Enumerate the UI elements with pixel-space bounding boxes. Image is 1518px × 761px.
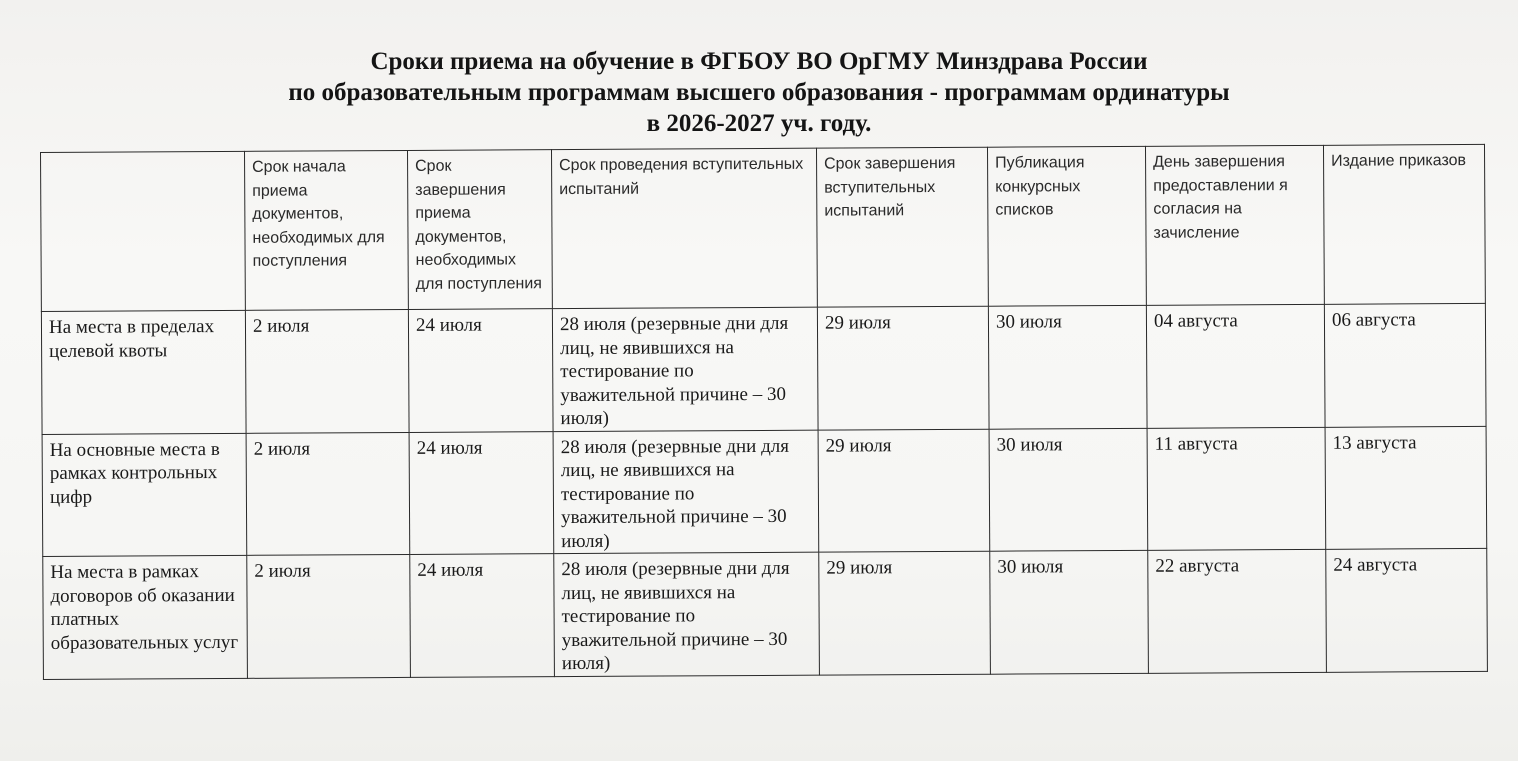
- lists-date: 30 июля: [989, 428, 1148, 551]
- exams-end-date: 29 июля: [817, 306, 989, 429]
- consent-date: 04 августа: [1146, 304, 1325, 427]
- header-start-of-acceptance: Срок начала приема документов, необходимых для поступления: [244, 150, 408, 310]
- orders-date: 13 августа: [1325, 426, 1487, 549]
- exams-end-date: 29 июля: [819, 551, 991, 674]
- end-date: 24 июля: [408, 309, 553, 432]
- start-date: 2 июля: [246, 432, 410, 555]
- row-category: На основные места в рамках контрольных цифр: [42, 433, 247, 557]
- admission-schedule-table: [40, 144, 1488, 680]
- row-category: На места в пределах целевой квоты: [41, 310, 246, 434]
- header-orders: Издание приказов: [1323, 144, 1485, 304]
- row-category: На места в рамках договоров об оказании платных образовательных услуг: [43, 555, 248, 679]
- title-line-3: в 2026-2027 уч. году.: [646, 110, 872, 137]
- document-title: [0, 46, 1518, 139]
- title-line-1: Сроки приема на обучение в ФГБОУ ВО ОрГМУ Минздрава России: [370, 48, 1148, 75]
- header-end-of-acceptance: Срок завершения приема документов, необходимых для поступления: [407, 150, 552, 310]
- end-date: 24 июля: [409, 431, 554, 554]
- header-end-of-exams: Срок завершения вступительных испытаний: [816, 147, 988, 307]
- exams-period: 28 июля (резервные дни для лиц, не явившихся на тестирование по уважительной причине – 30 июля): [553, 430, 819, 554]
- consent-date: 11 августа: [1147, 427, 1326, 550]
- header-row: [41, 144, 1486, 311]
- exams-end-date: 29 июля: [818, 429, 990, 552]
- lists-date: 30 июля: [990, 550, 1149, 673]
- lists-date: 30 июля: [988, 305, 1147, 428]
- orders-date: 06 августа: [1324, 303, 1486, 426]
- table-row: [42, 426, 1487, 557]
- header-consent-deadline: День завершения предоставлении я согласия на зачисление: [1145, 145, 1324, 305]
- start-date: 2 июля: [245, 309, 409, 432]
- orders-date: 24 августа: [1326, 548, 1488, 671]
- header-cell-empty: [41, 151, 246, 311]
- title-line-2: по образовательным программам высшего образования - программам ординатуры: [288, 79, 1230, 106]
- exams-period: 28 июля (резервные дни для лиц, не явившихся на тестирование по уважительной причине – 30 июля): [554, 552, 820, 676]
- start-date: 2 июля: [247, 554, 411, 677]
- table-row: [43, 548, 1488, 679]
- header-entrance-exams: Срок проведения вступительных испытаний: [551, 148, 817, 308]
- table-row: [41, 303, 1486, 434]
- header-competitive-lists: Публикация конкурсных списков: [987, 146, 1146, 306]
- consent-date: 22 августа: [1148, 549, 1327, 672]
- exams-period: 28 июля (резервные дни для лиц, не явившихся на тестирование по уважительной причине – 30 июля): [552, 307, 818, 431]
- end-date: 24 июля: [410, 554, 555, 677]
